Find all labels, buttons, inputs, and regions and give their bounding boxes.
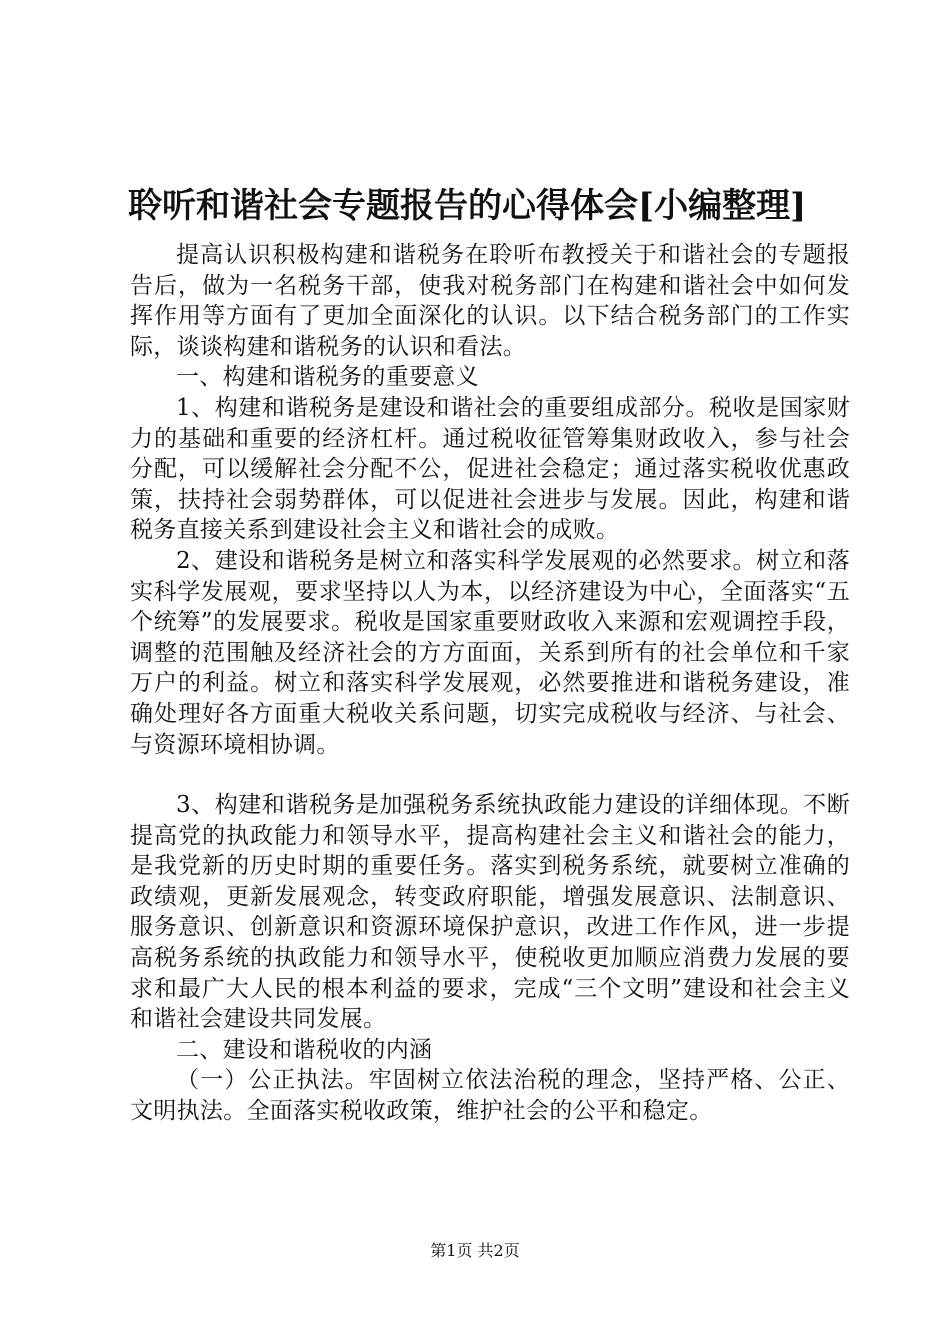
document-body — [130, 240, 850, 1127]
intro-paragraph: 提高认识积极构建和谐税务在聆听布教授关于和谐社会的专题报告后，做为一名税务干部，使我对税务部门在构建和谐社会中如何发挥作用等方面有了更加全面深化的认识。以下结合税务部门的工作实际，谈谈构建和谐税务的认识和看法。 — [130, 242, 850, 360]
paragraph-fair-enforcement: （一）公正执法。牢固树立依法治税的理念，坚持严格、公正、文明执法。全面落实税收政策，维护社会的公平和稳定。 — [130, 1067, 850, 1125]
section-heading-1: 一、构建和谐税务的重要意义 — [176, 364, 479, 391]
page-number-footer: 第1页 共2页 — [430, 1241, 520, 1260]
paragraph-gap — [130, 760, 850, 790]
document-title: 聆听和谐社会专题报告的心得体会[小编整理] — [128, 186, 807, 226]
paragraph-point-1: 1、构建和谐税务是建设和谐社会的重要组成部分。税收是国家财力的基础和重要的经济杠杆。通过税收征管筹集财政收入，参与社会分配，可以缓解社会分配不公，促进社会稳定；通过落实税收优惠政策，扶持社会弱势群体，可以促进社会进步与发展。因此，构建和谐税务直接关系到建设社会主义和谐社会的成败。 — [130, 394, 850, 544]
paragraph-point-2: 2、建设和谐税务是树立和落实科学发展观的必然要求。树立和落实科学发展观，要求坚持以人为本，以经济建设为中心，全面落实“五个统筹”的发展要求。税收是国家重要财政收入来源和宏观调控手段，调整的范围触及经济社会的方方面面，关系到所有的社会单位和千家万户的利益。树立和落实科学发展观，必然要推进和谐税务建设，准确处理好各方面重大税收关系问题，切实完成税收与经济、与社会、与资源环境相协调。 — [130, 547, 850, 758]
paragraph-point-3: 3、构建和谐税务是加强税务系统执政能力建设的详细体现。不断提高党的执政能力和领导水平，提高构建社会主义和谐社会的能力，是我党新的历史时期的重要任务。落实到税务系统，就要树立准确的政绩观，更新发展观念，转变政府职能，增强发展意识、法制意识、服务意识、创新意识和资源环境保护意识，改进工作作风，进一步提高税务系统的执政能力和领导水平，使税收更加顺应消费力发展的要求和最广大人民的根本利益的要求，完成“三个文明”建设和社会主义和谐社会建设共同发展。 — [130, 792, 850, 1033]
section-heading-2: 二、建设和谐税收的内涵 — [176, 1036, 433, 1063]
